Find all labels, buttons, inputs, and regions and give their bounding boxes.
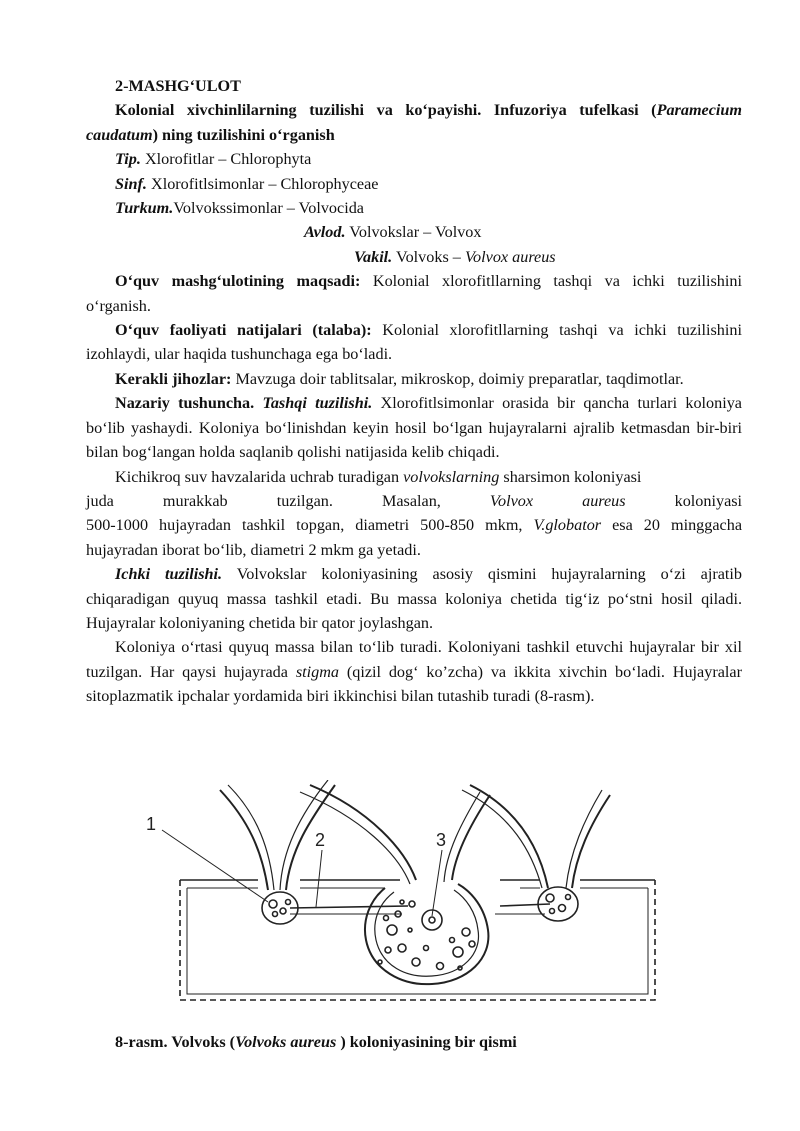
title-latin: Paramecium caudatum	[86, 101, 742, 144]
results-text: Kolonial xlorofitllarning tashqi va ichki tuzilishini izohlaydi, ular haqida tushunchaga ega bo‘ladi.	[86, 321, 742, 364]
purpose-label: O‘quv mashg‘ulotining maqsadi:	[115, 272, 361, 291]
taxonomy-tip	[86, 147, 742, 171]
cells-paragraph	[86, 635, 742, 708]
colony-text-2: sharsimon koloniyasi	[499, 467, 642, 486]
volvox-figure	[140, 780, 670, 1010]
results-paragraph	[86, 318, 742, 367]
colony-paragraph	[86, 465, 742, 489]
results-label: O‘quv faoliyati natijalari (talaba):	[115, 321, 372, 340]
colony-italic-2: V.globator	[533, 516, 602, 535]
exercise-heading: 2-MASHG‘ULOT	[115, 77, 241, 95]
figure-label-3: 3	[436, 830, 447, 850]
cells-text-1: Koloniya o‘rtasi quyuq massa bilan to‘lib turadi. Koloniyani tashkil etuvchi hujayralar bir xil tuzilgan. Har qaysi hujayrada	[86, 638, 742, 681]
document-body	[86, 74, 742, 709]
colony-word: tuzilgan.	[276, 491, 333, 510]
cytoplasmic-bridge	[500, 904, 550, 906]
equipment-paragraph	[86, 367, 742, 391]
caption-text: 8-rasm. Volvoks (	[115, 1033, 236, 1052]
theory-label: Nazariy tushuncha.	[115, 394, 255, 413]
cells-italic: stigma	[295, 662, 339, 681]
sinf-value: Xlorofitlsimonlar – Chlorophyceae	[146, 174, 379, 193]
equipment-text: Mavzuga doir tablitsalar, mikroskop, doimiy preparatlar, taqdimotlar.	[231, 369, 684, 388]
vakil-value: Volvoks –	[392, 247, 465, 266]
turkum-value: Volvokssimonlar – Volvocida	[173, 199, 364, 218]
tip-value: Xlorofitlar – Chlorophyta	[140, 150, 312, 169]
exercise-title	[86, 98, 742, 147]
theory-sublabel: Tashqi tuzilishi.	[254, 394, 373, 413]
equipment-label: Kerakli jihozlar:	[115, 369, 232, 388]
left-cell	[220, 780, 335, 924]
inner-text: Volvokslar koloniyasining asosiy qismini hujayralarning o‘zi ajratib chiqaradigan quyuq massa tashkil etadi. Bu massa koloniya chetida tig‘iz po‘stni hosil qiladi. Hujayralar koloniyaning chetida bir qator joylashgan.	[86, 565, 742, 632]
colony-word: juda	[86, 491, 114, 510]
avlod-value: Volvokslar – Volvox	[345, 223, 482, 242]
taxonomy-avlod	[86, 220, 742, 244]
title-text: Kolonial xivchinlilarning tuzilishi va ko‘payishi. Infuzoriya tufelkasi (	[115, 101, 657, 120]
colony-word: Masalan,	[381, 491, 441, 510]
colony-inner-wall	[187, 888, 648, 994]
figure-label-1: 1	[146, 814, 157, 834]
colony-word-italic: Volvox	[489, 491, 534, 510]
colony-paragraph-line2	[86, 489, 742, 513]
figure-caption	[115, 1033, 517, 1052]
inner-structure-paragraph	[86, 562, 742, 635]
tip-label: Tip.	[115, 150, 141, 169]
colony-word: murakkab	[162, 491, 228, 510]
leader-line-1	[162, 830, 268, 902]
leader-line-3	[432, 850, 442, 916]
volvox-colony-drawing	[140, 780, 670, 1010]
colony-text-4: esa 20 minggacha hujayradan iborat bo‘lib, diametri 2 mkm ga yetadi.	[86, 516, 742, 559]
taxonomy-turkum	[86, 196, 742, 220]
sinf-label: Sinf.	[115, 174, 147, 193]
taxonomy-vakil	[86, 245, 742, 269]
purpose-paragraph	[86, 269, 742, 318]
title-text-end: ) ning tuzilishini o‘rganish	[152, 125, 335, 144]
colony-word: koloniyasi	[674, 491, 743, 510]
cells-text-2: (qizil dog‘ ko’zcha) va ikkita xivchin bo‘ladi. Hujayralar sitoplazmatik ipchalar yordamida biri ikkinchisi bilan tutashib turadi (8-rasm).	[86, 662, 742, 706]
avlod-label: Avlod.	[304, 223, 346, 242]
cytoplasmic-bridge	[290, 906, 408, 908]
leader-line-2	[316, 850, 322, 907]
colony-outer-wall	[180, 880, 655, 1000]
caption-latin: Volvoks aureus	[235, 1033, 337, 1052]
daughter-colony	[300, 785, 490, 984]
vakil-latin: Volvox aureus	[464, 247, 556, 266]
theory-paragraph	[86, 391, 742, 464]
taxonomy-sinf	[86, 172, 742, 196]
colony-italic-1: volvokslarning	[403, 467, 500, 486]
colony-word-italic: aureus	[582, 491, 626, 510]
turkum-label: Turkum.	[115, 199, 174, 218]
colony-paragraph-rest	[86, 513, 742, 562]
inner-label: Ichki tuzilishi.	[115, 565, 223, 584]
colony-text-3: 500-1000 hujayradan tashkil topgan, diametri 500-850 mkm,	[86, 516, 534, 535]
colony-text-1: Kichikroq suv havzalarida uchrab turadigan	[115, 467, 404, 486]
vakil-label: Vakil.	[354, 247, 393, 266]
figure-label-2: 2	[315, 830, 326, 850]
theory-text: Xlorofitlsimonlar orasida bir qancha turlari koloniya bo‘lib yashaydi. Koloniya bo‘linishdan keyin hosil bo‘lgan hujayralarni ajralib ketmasdan bir-biri bilan bog‘langan holda saqlanib qolishi natijasida kelib chiqadi.	[86, 394, 742, 462]
purpose-text: Kolonial xlorofitllarning tashqi va ichki tuzilishini o‘rganish.	[86, 272, 742, 315]
caption-text-end: ) koloniyasining bir qismi	[336, 1033, 517, 1052]
